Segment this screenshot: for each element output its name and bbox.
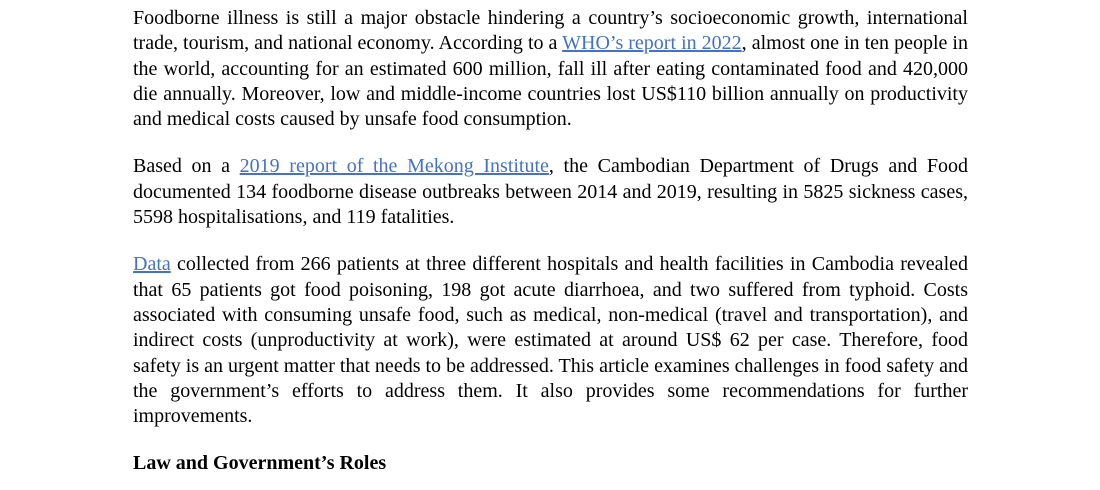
paragraph: Data collected from 266 patients at three different hospitals and health facilities in Cambodia revealed that 65 patients got food poisoning, 198 got acute diarrhoea, and two suffered from typhoid. Costs associated with consuming unsafe food, such as medical, non-medical (travel and transportation), and indirect costs (unproductivity at work), were estimated at around US$ 62 per case. Therefore, food safety is an urgent matter that needs to be addressed. This article examines challenges in food safety and the government’s efforts to address them. It also provides some recommendations for further improvements. <box>133 253 968 428</box>
hyperlink[interactable]: 2019 report of the Mekong Institute <box>239 155 549 178</box>
hyperlink[interactable]: Data <box>133 253 171 276</box>
hyperlink[interactable]: WHO’s report in 2022 <box>562 32 742 55</box>
paragraph: Based on a 2019 report of the Mekong Institute, the Cambodian Department of Drugs and Food documented 134 foodborne disease outbreaks between 2014 and 2019, resulting in 5825 sickness cases, 5598 hospitalisations, and 119 fatalities. <box>133 155 968 229</box>
section-heading: Law and Government’s Roles <box>133 452 387 475</box>
paragraph: Foodborne illness is still a major obstacle hindering a country’s socioeconomic growth, international trade, tourism, and national economy. According to a WHO’s report in 2022, almost one in ten people in the world, accounting for an estimated 600 million, fall ill after eating contaminated food and 420,000 die annually. Moreover, low and middle-income countries lost US$110 billion annually on productivity and medical costs caused by unsafe food consumption. <box>133 7 968 131</box>
article-body <box>133 6 968 429</box>
